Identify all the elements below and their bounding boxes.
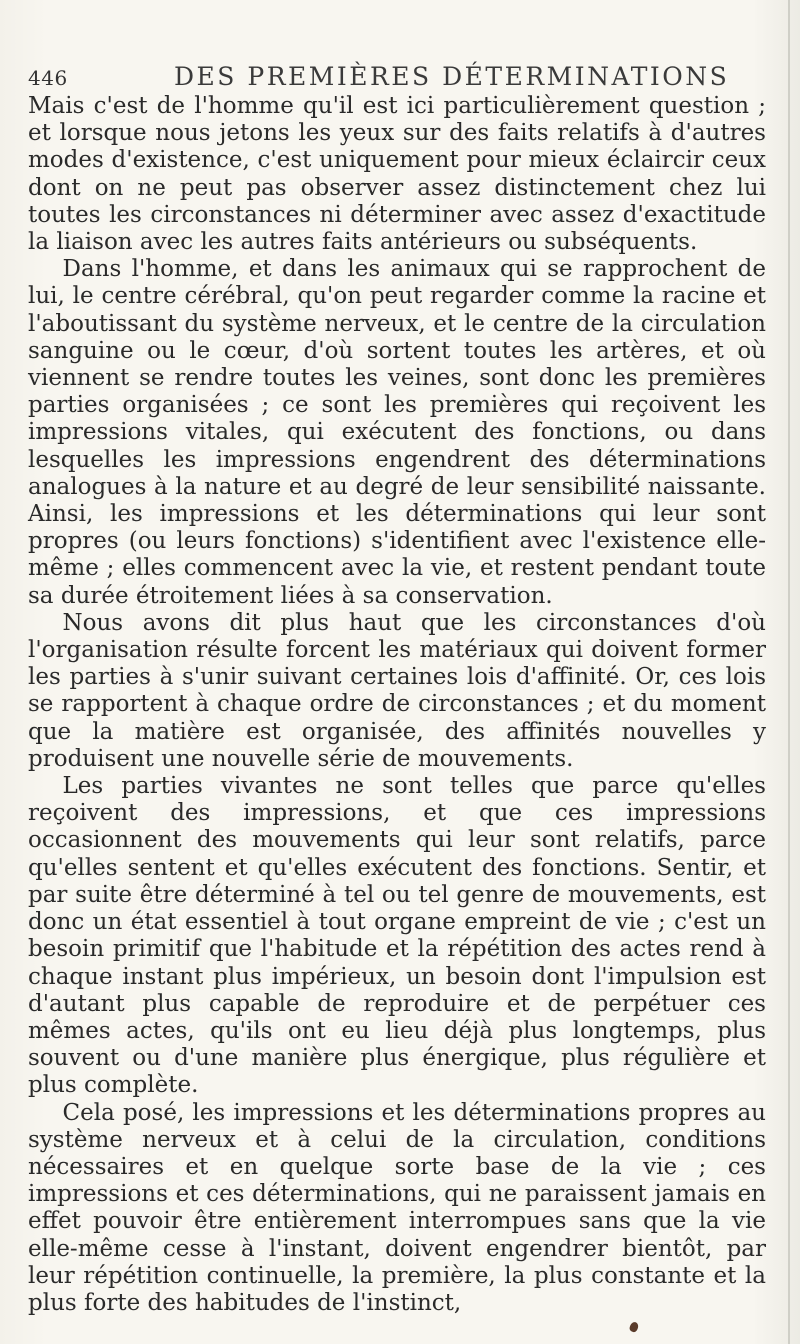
page-edge xyxy=(788,0,790,1344)
paragraph-1: Mais c'est de l'homme qu'il est ici particulièrement question ; et lorsque nous jetons les yeux sur des faits relatifs à d'autres modes d'existence, c'est uniquement pour mieux éclaircir ceux dont on ne peut pas observer assez distinctement chez lui toutes les circonstances ni déterminer avec assez d'exactitude la liaison avec les autres faits antérieurs ou subséquents. xyxy=(28,93,766,256)
page-header xyxy=(28,58,772,91)
page-number: 446 xyxy=(28,66,68,90)
paragraph-5: Cela posé, les impressions et les déterminations propres au système nerveux et à celui de la circulation, conditions nécessaires et en quelque sorte base de la vie ; ces impressions et ces déterminations, qui ne paraissent jamais en effet pouvoir être entièrement interrompues sans que la vie elle-même cesse à l'instant, doivent engendrer bientôt, par leur répétition continuelle, la première, la plus constante et la plus forte des habitudes de l'instinct, xyxy=(28,1099,766,1316)
paragraph-2: Dans l'homme, et dans les animaux qui se rapprochent de lui, le centre cérébral, qu'on peut regarder comme la racine et l'aboutissant du système nerveux, et le centre de la circulation sanguine ou le cœur, d'où sortent toutes les artères, et où viennent se rendre toutes les veines, sont donc les premières parties organisées ; ce sont les premières qui reçoivent les impressions vitales, qui exécutent des fonctions, ou dans lesquelles les impressions engendrent des déterminations analogues à la nature et au degré de leur sensibilité naissante. Ainsi, les impressions et les déterminations qui leur sont propres (ou leurs fonctions) s'identifient avec l'existence elle-même ; elles commencent avec la vie, et restent pendant toute sa durée étroitement liées à sa conservation. xyxy=(28,256,766,609)
body-text xyxy=(28,93,766,1317)
paragraph-4: Les parties vivantes ne sont telles que parce qu'elles reçoivent des impressions, et que ces impressions occasionnent des mouvements qui leur sont relatifs, parce qu'elles sentent et qu'elles exécutent des fonctions. Sentir, et par suite être déterminé à tel ou tel genre de mouvements, est donc un état essentiel à tout organe empreint de vie ; c'est un besoin primitif que l'habitude et la répétition des actes rend à chaque instant plus impérieux, un besoin dont l'impulsion est d'autant plus capable de reproduire et de perpétuer ces mêmes actes, qu'ils ont eu lieu déjà plus longtemps, plus souvent ou d'une manière plus énergique, plus régulière et plus complète. xyxy=(28,773,766,1099)
running-title: DES PREMIÈRES DÉTERMINATIONS xyxy=(174,62,730,91)
ink-mark xyxy=(629,1321,640,1333)
paragraph-3: Nous avons dit plus haut que les circonstances d'où l'organisation résulte forcent les matériaux qui doivent former les parties à s'unir suivant certaines lois d'affinité. Or, ces lois se rapportent à chaque ordre de circonstances ; et du moment que la matière est organisée, des affinités nouvelles y produisent une nouvelle série de mouvements. xyxy=(28,609,766,772)
